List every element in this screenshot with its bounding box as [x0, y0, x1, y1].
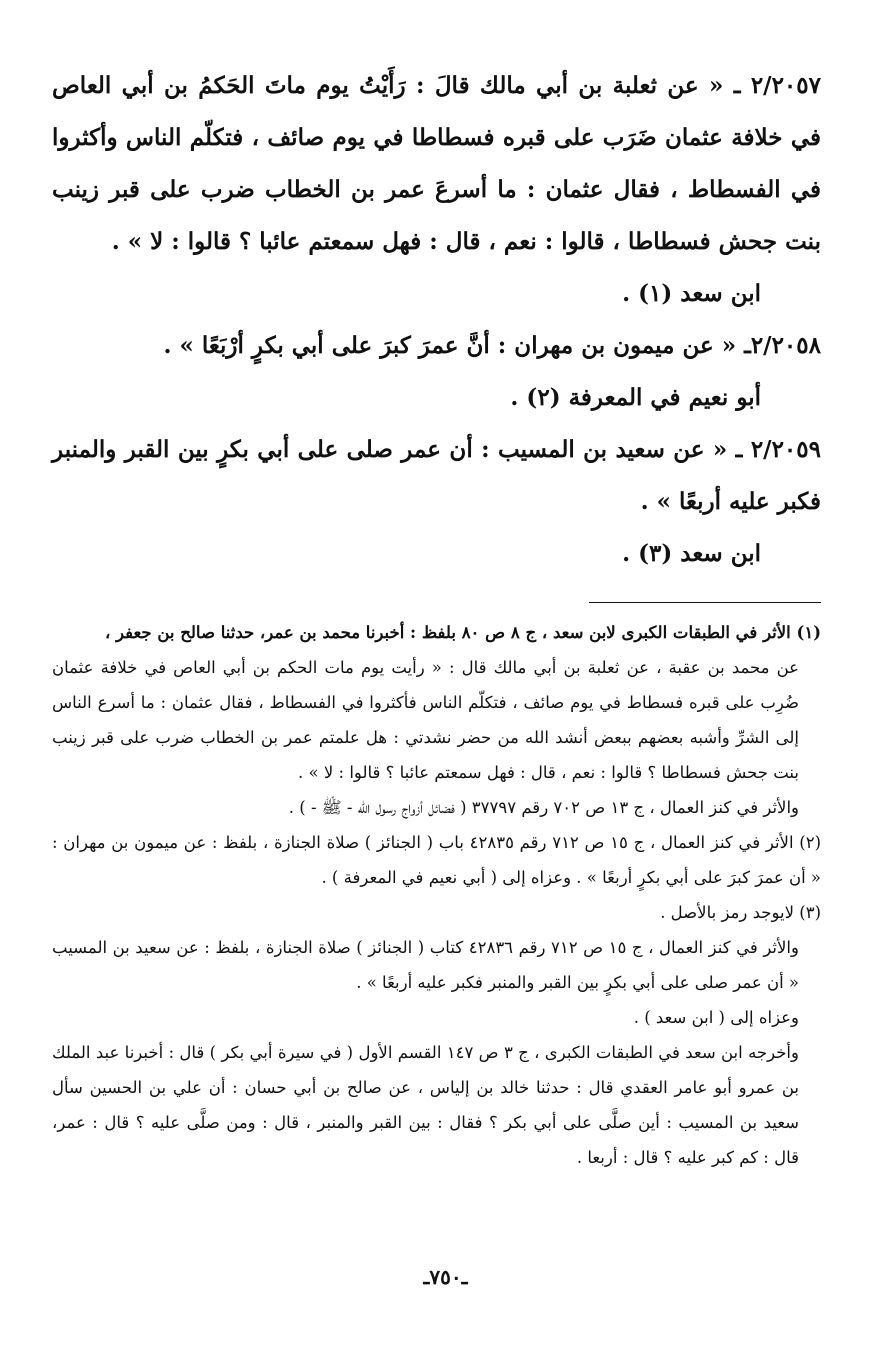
main-text: [52, 60, 821, 580]
hadith-2058: ٢/٢٠٥٨ـ « عن ميمون بن مهران : أنَّ عمرَ كبرَ على أبي بكرٍ أرْبَعًا » .: [163, 332, 821, 359]
footnote-3-tabaqat: وأخرجه ابن سعد في الطبقات الكبرى ، ج ٣ ص ١٤٧ القسم الأول ( في سيرة أبي بكر ) قال : أخبرنا عبد الملك بن عمرو أبو عامر العقدي قال : حدثنا خالد بن إلياس ، عن صالح بن أبي حسان : أن علي بن الحسين سأل سعيد بن المسيب : أين صلَّى على أبي بكر ؟ فقال : بين القبر والمنبر ، قال : ومن صلَّى عليه ؟ قال : عمر، قال : كم كبر عليه ؟ قال : أربعا .: [52, 1043, 799, 1167]
page-number: ـ٧٥٠ـ: [423, 1265, 468, 1289]
source-2059: ابن سعد (٣) .: [622, 540, 761, 567]
source-2058: أبو نعيم في المعرفة (٢) .: [510, 384, 761, 411]
source-2057: ابن سعد (١) .: [622, 280, 761, 307]
footnote-3: (٣) لايوجد رمز بالأصل .: [660, 903, 821, 922]
hadith-2057: ٢/٢٠٥٧ ـ « عن ثعلبة بن أبي مالك قالَ : رَأَيْتُ يوم ماتَ الحَكمُ بن أبي العاص في خلافة عثمان ضَرَب على قبره فسطاطا في يوم صائف ، فتكلّم الناس وأكثروا في الفسطاط ، فقال عثمان : ما أسرعَ عمر بن الخطاب ضرب على قبر زينب بنت جحش فسطاطا ، قالوا : نعم ، قال : فهل سمعتم عائبا ؟ قالوا : لا » .: [52, 72, 821, 255]
footnote-1-continued: عن محمد بن عقبة ، عن ثعلبة بن أبي مالك قال : « رأيت يوم مات الحكم بن أبي العاص في خلافة عثمان ضُرِب على قبره فسطاط في يوم صائف ، فتكلّم الناس فأكثروا في الفسطاط ، فقال عثمان : ما أسرع الناس إلى الشرِّ وأشبه بعضهم ببعض أنشد الله من حضر نشدتي : هل علمتم عمر بن الخطاب ضرب على قبر زينب بنت جحش فسطاطا ؟ قالوا : نعم ، قال : فهل سمعتم عائبا ؟ قالوا : لا » .: [52, 658, 799, 782]
footnote-3-kanz: والأثر في كنز العمال ، ج ١٥ ص ٧١٢ رقم ٤٢٨٣٦ كتاب ( الجنائز ) صلاة الجنازة ، بلفظ : عن سعيد بن المسيب « أن عمر صلى على أبي بكرٍ بين القبر والمنبر فكبر عليه أربعًا » .: [52, 938, 799, 992]
footnote-3-attribution: وعزاه إلى ( ابن سعد ) .: [633, 1008, 799, 1027]
footnote-2: (٢) الأثر في كنز العمال ، ج ١٥ ص ٧١٢ رقم ٤٢٨٣٥ باب ( الجنائز ) صلاة الجنازة ، بلفظ : عن ميمون بن مهران : « أن عمرَ كبرَ على أبي بكرٍ أربعًا » . وعزاه إلى ( أبي نعيم في المعرفة ) .: [52, 833, 821, 887]
footnotes: [52, 615, 821, 1175]
hadith-2059: ٢/٢٠٥٩ ـ « عن سعيد بن المسيب : أن عمر صلى على أبي بكرٍ بين القبر والمنبر فكبر عليه أربعًا » .: [52, 436, 821, 515]
footnote-1-kanz: والأثر في كنز العمال ، ج ١٣ ص ٧٠٢ رقم ٣٧٧٩٧ ( فضائل أزواج رسول الله - ﷺ - ) .: [288, 798, 799, 817]
footnote-divider: [589, 602, 821, 603]
footnote-1: (١) الأثر في الطبقات الكبرى لابن سعد ، ج ٨ ص ٨٠ بلفظ : أخبرنا محمد بن عمر، حدثنا صالح بن جعفر ،: [104, 623, 821, 642]
